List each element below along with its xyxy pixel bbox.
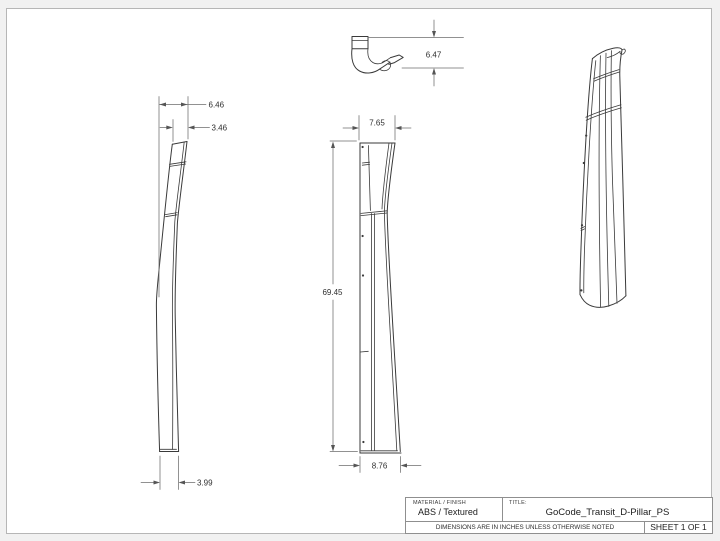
iso-view-joint-lines (581, 70, 622, 231)
title-block-top-row (406, 498, 712, 522)
section-dim-height (368, 20, 464, 86)
material-label: MATERIAL / FINISH (413, 500, 466, 506)
side-dim-upper-width (160, 120, 228, 142)
front-view (360, 143, 401, 453)
side-view (156, 142, 187, 452)
dim-text-side-bottom-width: 3.99 (197, 478, 213, 488)
title-block-bottom-row (406, 522, 712, 533)
side-view-top-edge (172, 142, 187, 145)
material-value: ABS / Textured (418, 507, 478, 517)
dim-text-side-overall-width: 6.46 (208, 100, 225, 110)
units-note: DIMENSIONS ARE IN INCHES UNLESS OTHERWISE NOTED (406, 522, 645, 533)
front-dim-bottom-width (339, 457, 421, 473)
dim-text-front-bottom-width: 8.76 (371, 461, 388, 471)
dim-text-front-overall-height: 69.45 (322, 287, 343, 297)
title-block (405, 497, 713, 534)
side-view-joint-lines (165, 162, 186, 217)
sheet-number: SHEET 1 OF 1 (650, 522, 707, 532)
dim-text-front-top-width: 7.65 (369, 118, 385, 128)
material-cell (406, 498, 503, 521)
dim-text-side-upper-width: 3.46 (211, 123, 228, 133)
drawing-title: GoCode_Transit_D-Pillar_PS (545, 507, 670, 518)
section-clip-body (352, 37, 368, 49)
front-dim-top-width (343, 116, 411, 141)
front-dim-overall-height (322, 141, 357, 452)
isometric-view (580, 48, 626, 308)
title-cell (503, 498, 712, 521)
side-dim-bottom-width (141, 456, 213, 490)
dim-text-section-height: 6.47 (425, 50, 442, 60)
title-label: TITLE: (509, 500, 527, 506)
front-view-datum-dots (362, 146, 365, 443)
section-view (352, 37, 404, 74)
